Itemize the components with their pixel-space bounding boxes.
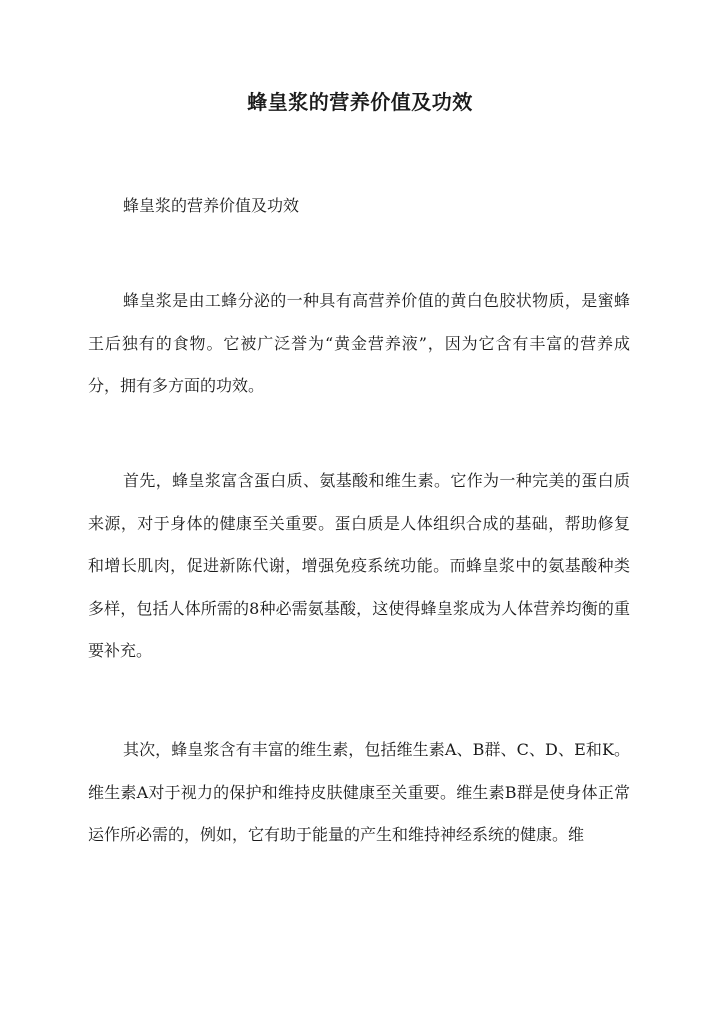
paragraph-protein: 首先，蜂皇浆富含蛋白质、氨基酸和维生素。它作为一种完美的蛋白质来源，对于身体的健康至关重要。蛋白质是人体组织合成的基础，帮助修复和增长肌肉，促进新陈代谢，增强免疫系统功能。而蜂皇浆中的氨基酸种类多样，包括人体所需的8种必需氨基酸，这使得蜂皇浆成为人体营养均衡的重要补充。 bbox=[88, 471, 630, 660]
paragraph-vitamins: 其次，蜂皇浆含有丰富的维生素，包括维生素A、B群、C、D、E和K。维生素A对于视力的保护和维持皮肤健康至关重要。维生素B群是使身体正常运作所必需的，例如，它有助于能量的产生和维持神经系统的健康。维 bbox=[88, 740, 630, 844]
section-heading: 蜂皇浆的营养价值及功效 bbox=[123, 196, 300, 215]
paragraph-intro: 蜂皇浆是由工蜂分泌的一种具有高营养价值的黄白色胶状物质，是蜜蜂王后独有的食物。它被广泛誉为“黄金营养液”，因为它含有丰富的营养成分，拥有多方面的功效。 bbox=[88, 291, 630, 395]
page-title: 蜂皇浆的营养价值及功效 bbox=[247, 90, 473, 114]
